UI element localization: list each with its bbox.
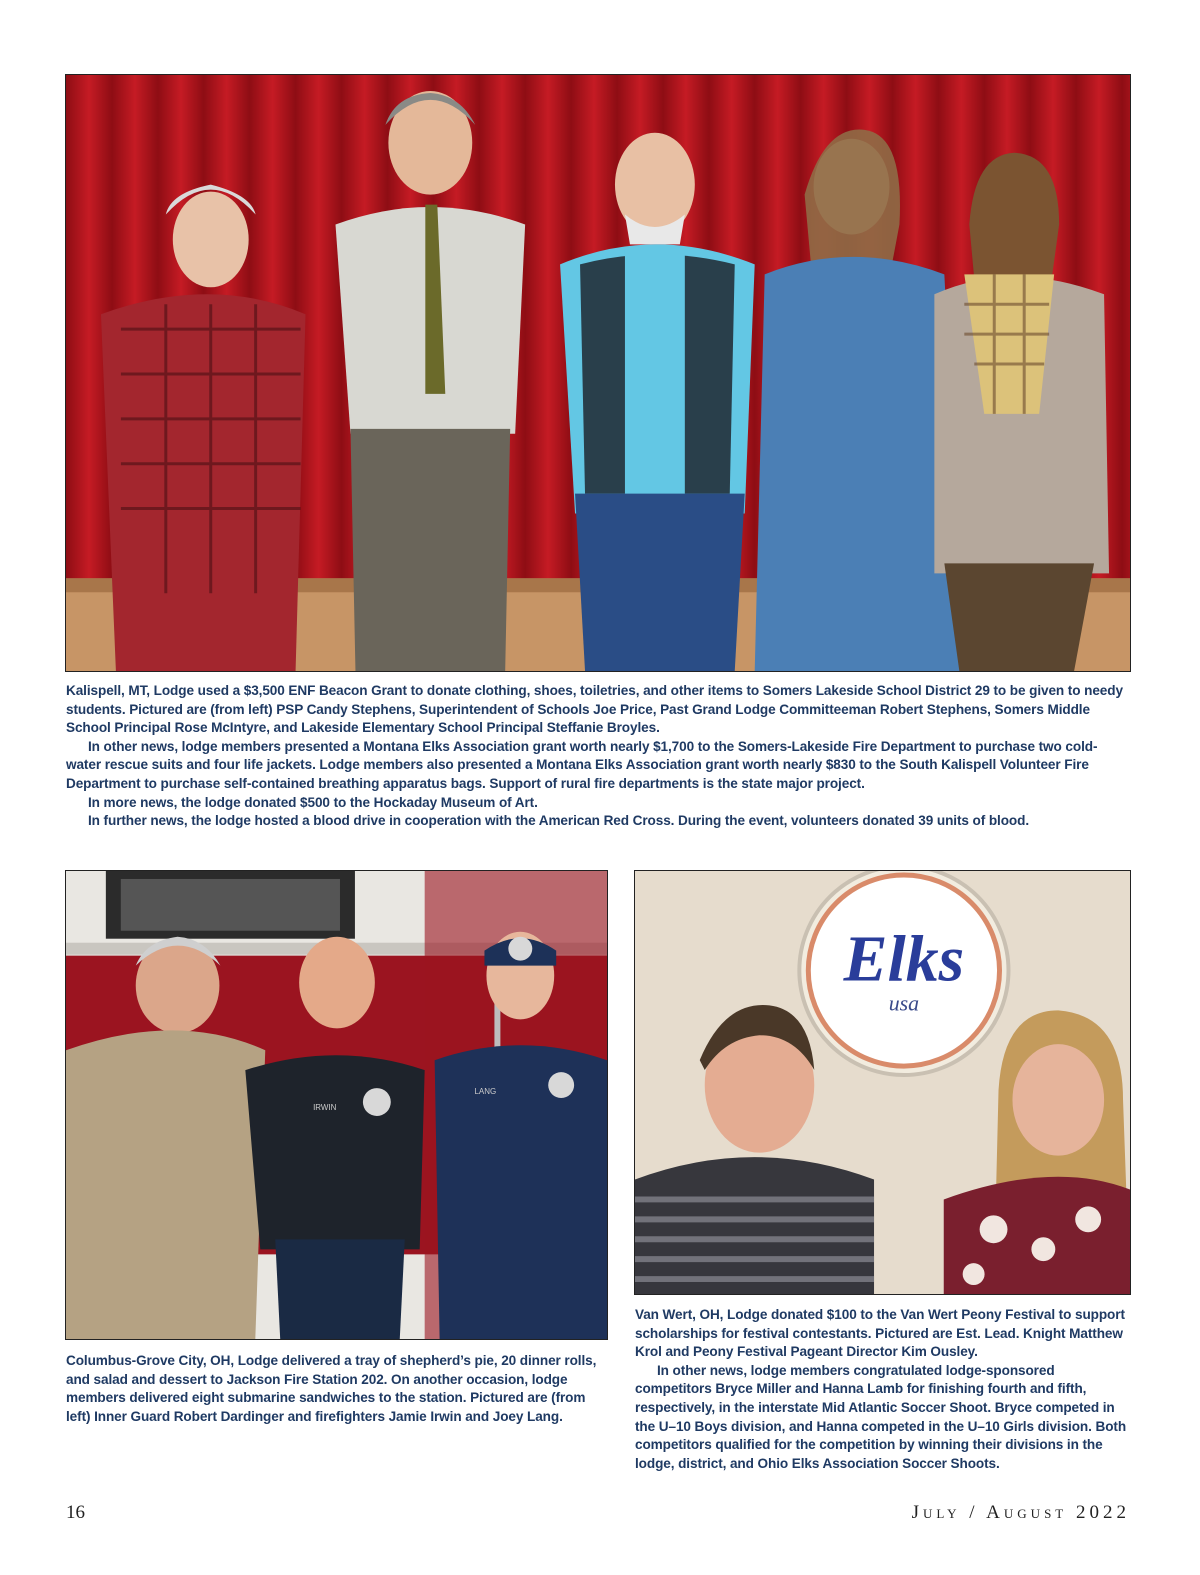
elks-logo-sub: usa xyxy=(888,990,920,1016)
kalispell-caption xyxy=(66,682,1132,831)
caption-text: Lodge donated $100 to the Van Wert Peony Festival to support scholarships for festival contestants. Pictured are Est. Lead. Knight Matthew Krol and Peony Festival Pageant Director Kim Ousley. xyxy=(635,1307,1125,1360)
vanwert-caption xyxy=(635,1306,1132,1473)
caption-location: Columbus-Grove City, OH, xyxy=(66,1353,235,1368)
caption-paragraph: In further news, the lodge hosted a blood drive in cooperation with the American Red Cross. During the event, volunteers donated 39 units of blood. xyxy=(88,813,1029,829)
caption-text: Lodge delivered a tray of shepherd’s pie, 20 dinner rolls, and salad and dessert to Jackson Fire Station 202. On another occasion, lodge members delivered eight submarine sandwiches to the station. Pictured are (from left) Inner Guard Robert Dardinger and firefighters Jamie Irwin and Joey Lang. xyxy=(66,1353,597,1424)
page-number: 16 xyxy=(66,1502,85,1523)
caption-paragraph: In more news, the lodge donated $500 to the Hockaday Museum of Art. xyxy=(88,794,538,810)
uniform-name-1: IRWIN xyxy=(313,1102,337,1112)
uniform-name-2: LANG xyxy=(474,1087,497,1097)
caption-text: Lodge used a $3,500 ENF Beacon Grant to donate clothing, shoes, toiletries, and other items to Somers Lakeside School District 29 to be given to needy students. Pictured are (from left) PSP Candy Stephens, Superintendent of Schools Joe Price, Past Grand Lodge Committeeman Robert Stephens, Somers Middle School Principal Rose McIntyre, and Lakeside Elementary School Principal Steffanie Broyles. xyxy=(66,683,1123,736)
caption-location: Kalispell, MT, xyxy=(66,683,150,698)
kalispell-photo xyxy=(65,74,1131,672)
vanwert-photo xyxy=(634,870,1131,1295)
columbus-photo xyxy=(65,870,608,1340)
caption-paragraph: In other news, lodge members presented a Montana Elks Association grant worth nearly $1,700 to the Somers-Lakeside Fire Department to purchase two cold-water rescue suits and four life jackets. Lodge members also presented a Montana Elks Association grant worth nearly $830 to the South Kalispell Volunteer Fire Department to purchase self-contained breathing apparatus bags. Support of rural fire departments is the state major project. xyxy=(66,738,1098,791)
issue-date: July / August 2022 xyxy=(911,1502,1130,1523)
caption-paragraph: In other news, lodge members congratulated lodge-sponsored competitors Bryce Miller and Hanna Lamb for finishing fourth and fifth, respectively, in the interstate Mid Atlantic Soccer Shoot. Bryce competed in the U–10 Boys division, and Hanna competed in the U–10 Girls division. Both competitors qualified for the competition by winning their divisions in the lodge, district, and Ohio Elks Association Soccer Shoots. xyxy=(635,1362,1127,1471)
caption-location: Van Wert, OH, xyxy=(635,1307,724,1322)
columbus-caption xyxy=(66,1352,606,1426)
elks-logo-word: Elks xyxy=(843,922,965,996)
